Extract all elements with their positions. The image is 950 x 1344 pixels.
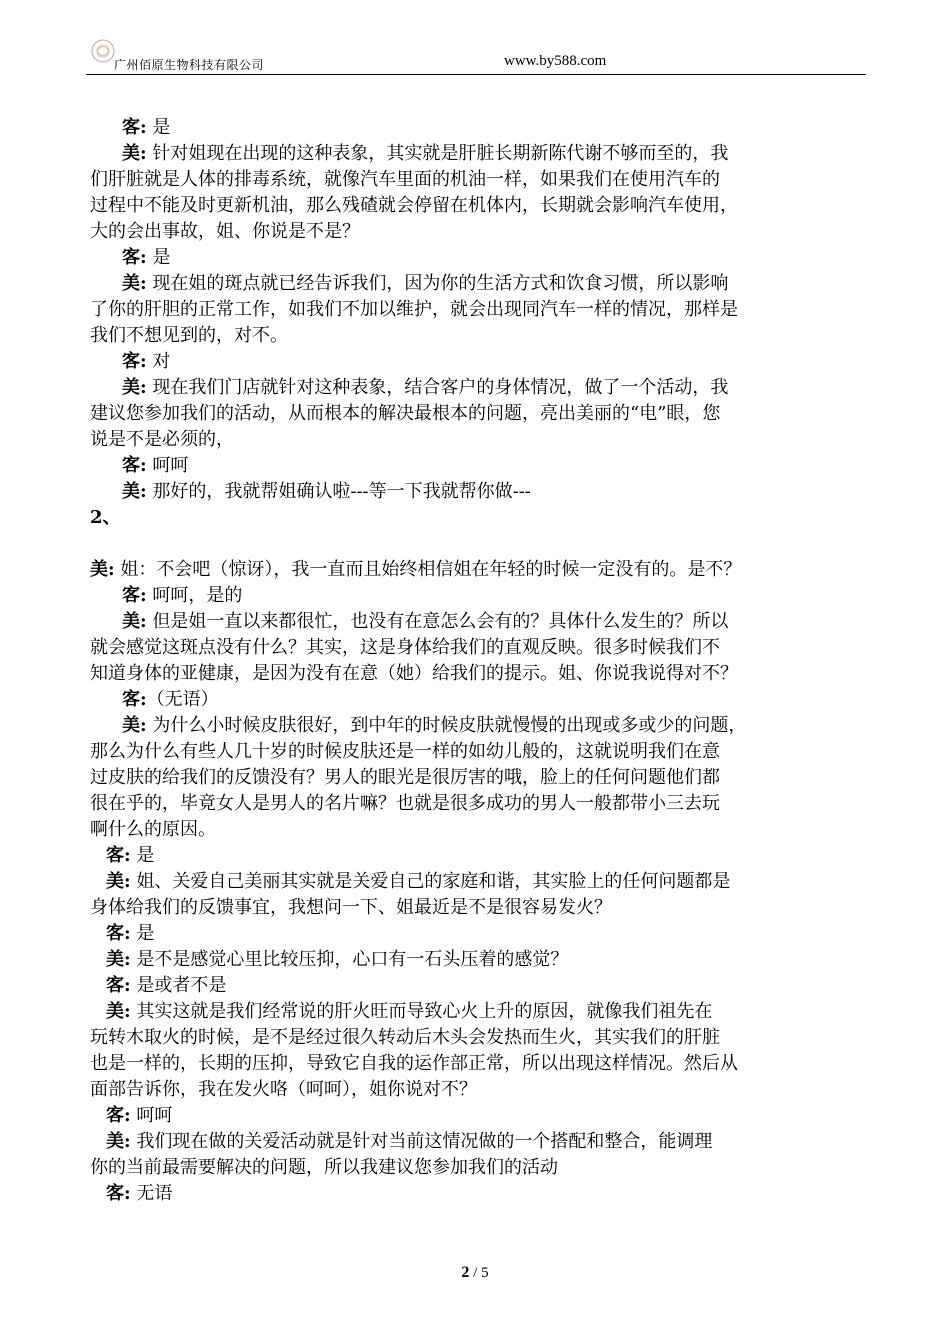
dialogue-line	[90, 1051, 865, 1077]
page-header	[86, 44, 866, 74]
dialogue-text: 是	[130, 923, 155, 944]
dialogue-line	[90, 219, 865, 245]
dialogue-line	[90, 531, 865, 557]
dialogue-line	[90, 349, 865, 375]
dialogue-text: 就会感觉这斑点没有什么？其实，这是身体给我们的直观反映。很多时候我们不	[90, 637, 720, 658]
dialogue-text: 身体给我们的反馈事宜，我想问一下、姐最近是不是很容易发火？	[90, 897, 612, 918]
page-separator: /	[469, 1265, 482, 1281]
dialogue-line	[90, 141, 865, 167]
dialogue-line	[90, 609, 865, 635]
speaker-label: 美:	[106, 1131, 131, 1152]
dialogue-text: 现在我们门店就针对这种表象，结合客户的身体情况，做了一个活动，我	[146, 377, 729, 398]
speaker-label: 美:	[106, 871, 131, 892]
dialogue-line	[90, 427, 865, 453]
dialogue-line	[90, 999, 865, 1025]
dialogue-text: 姐、关爱自己美丽其实就是关爱自己的家庭和谐，其实脸上的任何问题都是	[130, 871, 731, 892]
dialogue-line	[90, 1155, 865, 1181]
speaker-label: 客:	[122, 351, 147, 372]
speaker-label: 美:	[106, 1001, 131, 1022]
dialogue-text: 针对姐现在出现的这种表象，其实就是肝脏长期新陈代谢不够而至的，我	[146, 143, 729, 164]
dialogue-text: 面部告诉你，我在发火咯（呵呵），姐你说对不？	[90, 1079, 477, 1100]
dialogue-text: 是不是感觉心里比较压抑，心口有一石头压着的感觉？	[130, 949, 569, 970]
dialogue-line	[90, 557, 865, 583]
dialogue-text: 姐：不会吧（惊讶），我一直而且始终相信姐在年轻的时候一定没有的。是不？	[114, 559, 742, 580]
dialogue-text: 大的会出事故，姐、你说是不是？	[90, 221, 360, 242]
dialogue-text: 呵呵，是的	[146, 585, 243, 606]
speaker-label: 美:	[122, 377, 147, 398]
dialogue-line	[90, 401, 865, 427]
dialogue-line	[90, 739, 865, 765]
dialogue-text: 现在姐的斑点就已经告诉我们，因为你的生活方式和饮食习惯，所以影响	[146, 273, 729, 294]
dialogue-text: 很在乎的，毕竟女人是男人的名片嘛？也就是很多成功的男人一般都带小三去玩	[90, 793, 720, 814]
speaker-label: 客:	[106, 1183, 131, 1204]
speaker-label: 客:	[122, 585, 147, 606]
dialogue-line	[90, 661, 865, 687]
dialogue-text: 过程中不能及时更新机油，那么残碴就会停留在机体内，长期就会影响汽车使用，	[90, 195, 738, 216]
dialogue-line	[90, 635, 865, 661]
dialogue-line	[90, 921, 865, 947]
dialogue-text: 我们不想见到的，对不。	[90, 325, 288, 346]
dialogue-text: 们肝脏就是人体的排毒系统，就像汽车里面的机油一样，如果我们在使用汽车的	[90, 169, 720, 190]
dialogue-line	[90, 375, 865, 401]
dialogue-text: 也是一样的，长期的压抑，导致它自我的运作部正常，所以出现这样情况。然后从	[90, 1053, 738, 1074]
speaker-label: 美:	[106, 949, 131, 970]
dialogue-line	[90, 947, 865, 973]
speaker-label: 美:	[122, 715, 147, 736]
dialogue-text: 是或者不是	[130, 975, 227, 996]
speaker-label: 客:	[122, 117, 147, 138]
dialogue-line	[90, 297, 865, 323]
dialogue-text: 呵呵	[146, 455, 189, 476]
dialogue-line	[90, 453, 865, 479]
dialogue-text: 是	[146, 117, 171, 138]
dialogue-text: 那好的，我就帮姐确认啦---等一下我就帮你做---	[146, 481, 531, 502]
dialogue-text: 呵呵	[130, 1105, 173, 1126]
speaker-label: 美:	[90, 559, 115, 580]
dialogue-line	[90, 167, 865, 193]
dialogue-text: 无语	[130, 1183, 173, 1204]
page-number: 2	[461, 1264, 470, 1281]
dialogue-line	[90, 791, 865, 817]
dialogue-text: 为什么小时候皮肤很好，到中年的时候皮肤就慢慢的出现或多或少的问题，	[146, 715, 747, 736]
dialogue-line	[90, 869, 865, 895]
dialogue-line	[90, 817, 865, 843]
dialogue-line	[90, 505, 865, 531]
dialogue-line	[90, 1129, 865, 1155]
speaker-label: 美:	[122, 273, 147, 294]
company-name: 广州佰原生物科技有限公司	[114, 58, 265, 72]
speaker-label: 客:	[106, 923, 131, 944]
dialogue-text: 说是不是必须的，	[90, 429, 234, 450]
dialogue-line	[90, 271, 865, 297]
dialogue-text: 但是姐一直以来都很忙，也没有在意怎么会有的？具体什么发生的？所以	[146, 611, 729, 632]
dialogue-text: 是	[130, 845, 155, 866]
dialogue-text: 知道身体的亚健康，是因为没有在意（她）给我们的提示。姐、你说我说得对不？	[90, 663, 738, 684]
dialogue-text: 其实这就是我们经常说的肝火旺而导致心火上升的原因，就像我们祖先在	[130, 1001, 713, 1022]
dialogue-text: （无语）	[146, 689, 219, 710]
speaker-label: 美:	[122, 143, 147, 164]
page-total: 5	[481, 1265, 489, 1281]
dialogue-line	[90, 895, 865, 921]
dialogue-text: 玩转木取火的时候，是不是经过很久转动后木头会发热而生火，其实我们的肝脏	[90, 1027, 720, 1048]
speaker-label: 美:	[122, 481, 147, 502]
dialogue-text: 啊什么的原因。	[90, 819, 216, 840]
dialogue-line	[90, 765, 865, 791]
dialogue-text: 你的当前最需要解决的问题，所以我建议您参加我们的活动	[90, 1157, 558, 1178]
dialogue-line	[90, 115, 865, 141]
speaker-label: 客:	[122, 689, 147, 710]
dialogue-line	[90, 479, 865, 505]
dialogue-line	[90, 1025, 865, 1051]
dialogue-line	[90, 323, 865, 349]
dialogue-line	[90, 245, 865, 271]
dialogue-body	[90, 115, 865, 1207]
speaker-label: 客:	[122, 455, 147, 476]
dialogue-line	[90, 973, 865, 999]
speaker-label: 客:	[122, 247, 147, 268]
dialogue-text: 建议您参加我们的活动，从而根本的解决最根本的问题，亮出美丽的“电”眼，您	[90, 403, 721, 424]
dialogue-line	[90, 1181, 865, 1207]
dialogue-text: 过皮肤的给我们的反馈没有？男人的眼光是很厉害的哦，脸上的任何问题他们都	[90, 767, 720, 788]
page-footer	[0, 1262, 950, 1282]
dialogue-text: 那么为什么有些人几十岁的时候皮肤还是一样的如幼儿般的，这就说明我们在意	[90, 741, 720, 762]
header-divider	[86, 74, 866, 75]
dialogue-text: 对	[146, 351, 171, 372]
speaker-label: 客:	[106, 845, 131, 866]
dialogue-line	[90, 843, 865, 869]
speaker-label: 美:	[122, 611, 147, 632]
dialogue-text: 是	[146, 247, 171, 268]
dialogue-text: 我们现在做的关爱活动就是针对当前这情况做的一个搭配和整合，能调理	[130, 1131, 713, 1152]
dialogue-line	[90, 583, 865, 609]
dialogue-line	[90, 713, 865, 739]
speaker-label: 客:	[106, 1105, 131, 1126]
dialogue-line	[90, 1103, 865, 1129]
speaker-label: 客:	[106, 975, 131, 996]
speaker-label: 2、	[90, 507, 121, 528]
dialogue-text: 了你的肝胆的正常工作，如我们不加以维护，就会出现同汽车一样的情况，那样是	[90, 299, 738, 320]
dialogue-line	[90, 687, 865, 713]
dialogue-line	[90, 193, 865, 219]
dialogue-line	[90, 1077, 865, 1103]
company-url: www.by588.com	[504, 53, 607, 69]
